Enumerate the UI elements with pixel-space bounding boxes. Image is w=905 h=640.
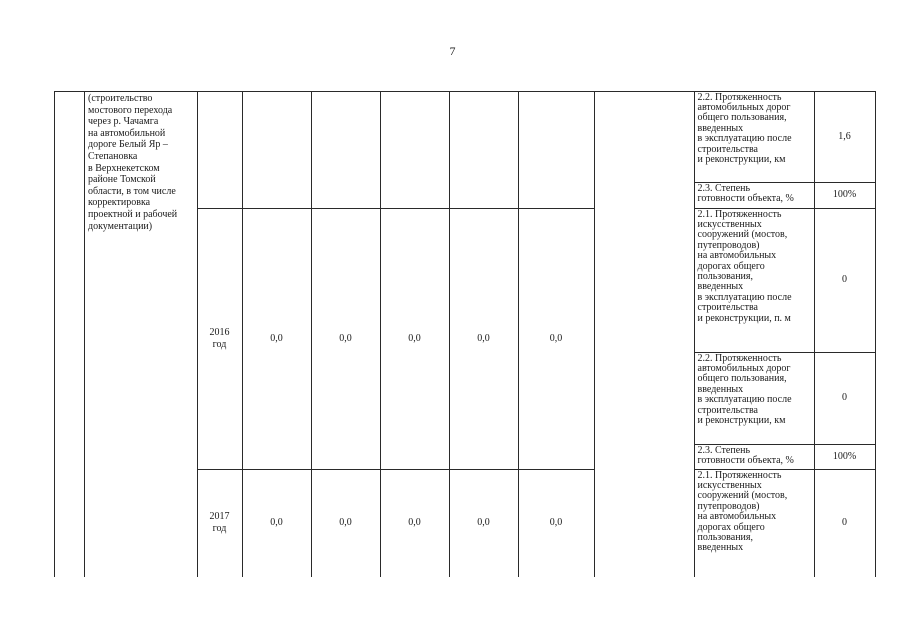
- indicator-label: 2.1. Протяженность искусственных сооружений (мостов, путепроводов) на автомобильных дорогах общего пользования, введенных: [694, 469, 815, 577]
- value-cell: [518, 91, 595, 209]
- value-cell: [311, 91, 381, 209]
- year-cell: 2017 год: [197, 469, 243, 577]
- year-cell: [197, 91, 243, 209]
- indicator-label: 2.2. Протяженность автомобильных дорог общего пользования, введенных в эксплуатацию после строительства и реконструкции, км: [694, 352, 815, 445]
- page-number: 7: [449, 44, 456, 58]
- value-cell: 0,0: [380, 208, 450, 470]
- value-cell: 0,0: [518, 208, 595, 470]
- value-cell: 0,0: [380, 469, 450, 577]
- value-cell: [242, 91, 312, 209]
- value-cell: 0,0: [449, 208, 519, 470]
- indicator-value: 100%: [814, 182, 876, 209]
- measure-description: (строительство мостового перехода через р. Чачамга на автомобильной дороге Белый Яр – Степановка в Верхнекетском районе Томской области, в том числе корректировка проектной и рабочей документации): [88, 93, 178, 232]
- value-cell: 0,0: [449, 469, 519, 577]
- indicator-value: 0: [814, 208, 876, 353]
- table-index-column: [54, 91, 85, 577]
- indicator-label: 2.3. Степень готовности объекта, %: [694, 182, 815, 209]
- indicator-value: 0: [814, 352, 876, 445]
- value-cell: 0,0: [242, 208, 312, 470]
- indicator-value: 100%: [814, 444, 876, 470]
- indicator-label: 2.2. Протяженность автомобильных дорог общего пользования, введенных в эксплуатацию после строительства и реконструкции, км: [694, 91, 815, 183]
- value-cell: 0,0: [311, 208, 381, 470]
- indicator-label: 2.3. Степень готовности объекта, %: [694, 444, 815, 470]
- value-cell: 0,0: [311, 469, 381, 577]
- indicator-value: 1,6: [814, 91, 876, 183]
- program-table: [54, 91, 876, 576]
- year-cell: 2016 год: [197, 208, 243, 470]
- indicator-value: 0: [814, 469, 876, 577]
- responsible-column: [594, 91, 695, 577]
- value-cell: [449, 91, 519, 209]
- indicator-label: 2.1. Протяженность искусственных сооружений (мостов, путепроводов) на автомобильных дорогах общего пользования, введенных в эксплуатацию после строительства и реконструкции, п. м: [694, 208, 815, 353]
- value-cell: 0,0: [242, 469, 312, 577]
- value-cell: [380, 91, 450, 209]
- value-cell: 0,0: [518, 469, 595, 577]
